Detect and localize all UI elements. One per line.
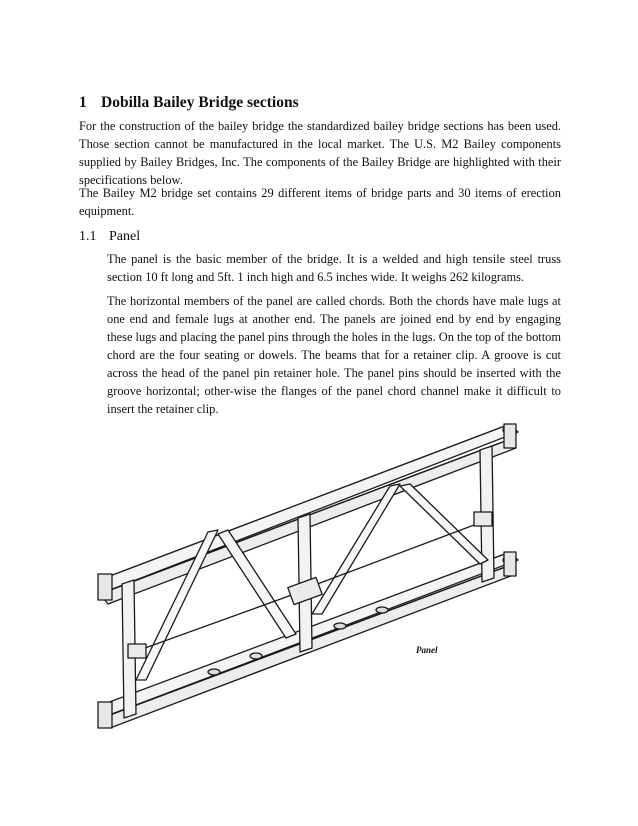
bailey-panel-truss-illustration xyxy=(90,414,530,744)
section-title: Dobilla Bailey Bridge sections xyxy=(101,94,299,111)
section-paragraph-2: The Bailey M2 bridge set contains 29 different items of bridge parts and 30 items of erection equipment. xyxy=(79,186,561,218)
section-heading xyxy=(79,94,299,112)
subsection-paragraph-2: The horizontal members of the panel are called chords. Both the chords have male lugs at one end and female lugs at another end. The panels are joined end by end by engaging these lugs and placing the panel pins through the holes in the lugs. On the top of the bottom chord are the four seating or dowels. The beams that for a retainer clip. A groove is cut across the head of the panel pin retainer hole. The panel pins should be inserted with the groove horizontal; other-wise the flanges of the panel chord channel make it difficult to insert the retainer clip. xyxy=(107,294,561,416)
subsection-title: Panel xyxy=(109,229,141,244)
panel-figure xyxy=(90,414,530,744)
figure-caption: Panel xyxy=(416,645,438,655)
section-number: 1 xyxy=(79,94,87,111)
subsection-number: 1.1 xyxy=(79,229,97,244)
subsection-heading xyxy=(79,229,140,245)
subsection-paragraph-1: The panel is the basic member of the bridge. It is a welded and high tensile steel truss section 10 ft long and 5ft. 1 inch high and 6.5 inches wide. It weighs 262 kilograms. xyxy=(107,252,561,284)
section-paragraph-1: For the construction of the bailey bridge the standardized bailey bridge sections has been used. Those section cannot be manufactured in the local market. The U.S. M2 Bailey components supplied by Bailey Bridges, Inc. The components of the Bailey Bridge are highlighted with their specifications below. xyxy=(79,119,561,187)
